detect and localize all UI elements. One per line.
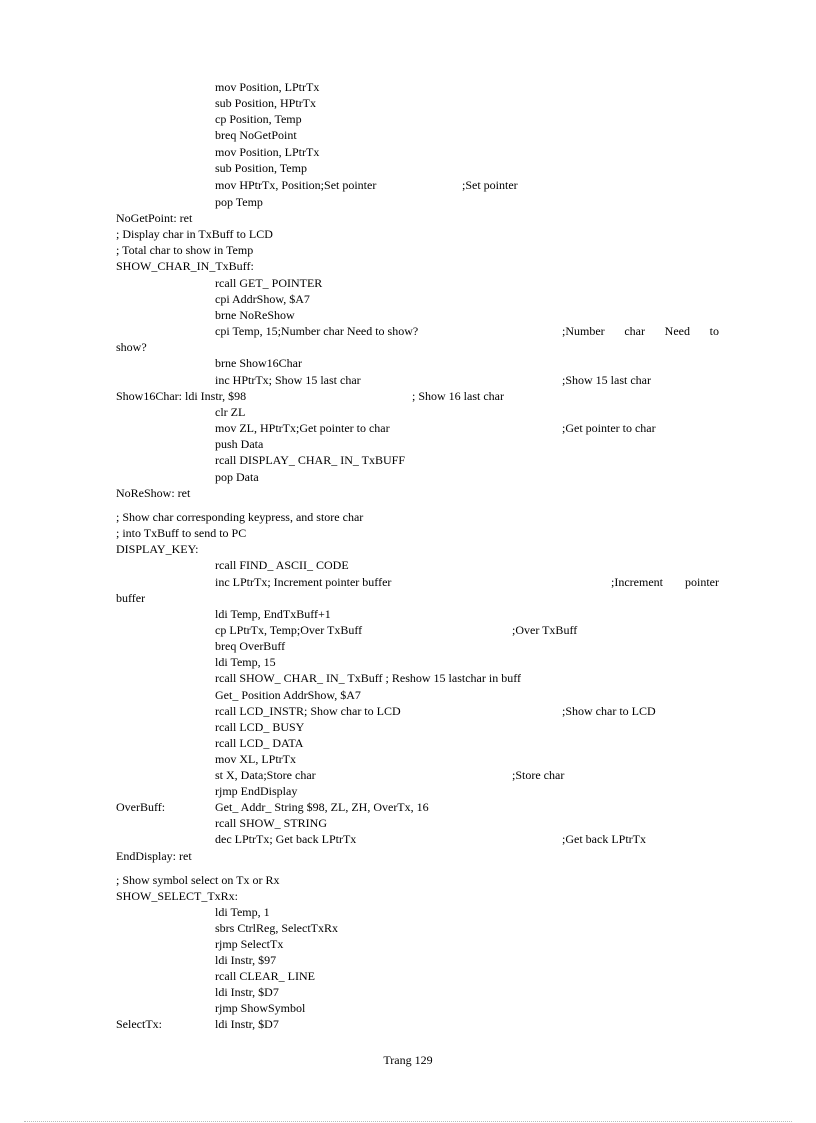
code-line: rcall CLEAR_ LINE	[215, 969, 315, 983]
code-line: mov Position, LPtrTx	[215, 80, 320, 94]
code-line: ldi Instr, $97	[215, 953, 277, 967]
code-line: sub Position, Temp	[215, 161, 307, 175]
code-line: ldi Instr, $D7	[215, 985, 279, 999]
code-line: rcall FIND_ ASCII_ CODE	[215, 558, 349, 572]
code-line: rjmp ShowSymbol	[215, 1001, 306, 1015]
code-line: ldi Temp, 1	[215, 905, 270, 919]
code-line: Get_ Position AddrShow, $A7	[215, 688, 361, 702]
code-line: breq NoGetPoint	[215, 128, 297, 142]
code-line: rcall SHOW_ CHAR_ IN_ TxBuff ; Reshow 15 lastchar in buff	[215, 671, 521, 685]
code-comment: ; Show char corresponding keypress, and store char	[116, 510, 364, 524]
code-line: cp Position, Temp	[215, 112, 302, 126]
code-line: dec LPtrTx; Get back LPtrTx	[215, 832, 357, 846]
code-comment: ;Show char to LCD	[562, 704, 656, 718]
code-line: pop Temp	[215, 195, 263, 209]
code-line: pop Data	[215, 470, 259, 484]
comment-word: ;Number	[562, 324, 605, 338]
code-label: SHOW_SELECT_TxRx:	[116, 889, 238, 903]
comment-word: pointer	[685, 575, 719, 589]
code-label: NoReShow: ret	[116, 486, 191, 500]
code-line: ldi Temp, 15	[215, 655, 276, 669]
code-line: rjmp SelectTx	[215, 937, 284, 951]
code-line: mov HPtrTx, Position;Set pointer	[215, 178, 377, 192]
comment-word: ;Increment	[611, 575, 663, 589]
code-comment: ;Get back LPtrTx	[562, 832, 646, 846]
code-line: rcall LCD_INSTR; Show char to LCD	[215, 704, 401, 718]
code-comment: ;Set pointer	[462, 178, 518, 192]
comment-word: char	[624, 324, 645, 338]
code-label: SHOW_CHAR_IN_TxBuff:	[116, 259, 254, 273]
code-label: DISPLAY_KEY:	[116, 542, 199, 556]
code-line: clr ZL	[215, 405, 246, 419]
code-comment-wrap: show?	[116, 340, 147, 354]
code-label: NoGetPoint: ret	[116, 211, 193, 225]
code-line: Get_ Addr_ String $98, ZL, ZH, OverTx, 16	[215, 800, 429, 814]
code-line: sbrs CtrlReg, SelectTxRx	[215, 921, 338, 935]
code-line: ldi Temp, EndTxBuff+1	[215, 607, 331, 621]
code-line: inc HPtrTx; Show 15 last char	[215, 373, 361, 387]
code-comment-wrap: buffer	[116, 591, 146, 605]
code-line: rcall LCD_ DATA	[215, 736, 304, 750]
code-line: brne NoReShow	[215, 308, 295, 322]
code-line: mov Position, LPtrTx	[215, 145, 320, 159]
code-comment: ; Show symbol select on Tx or Rx	[116, 873, 280, 887]
comment-word: to	[709, 324, 719, 338]
code-line: mov XL, LPtrTx	[215, 752, 296, 766]
page-number: Trang 129	[383, 1053, 433, 1067]
code-line: cpi AddrShow, $A7	[215, 292, 310, 306]
code-label: SelectTx:	[116, 1017, 162, 1031]
code-comment: ; Total char to show in Temp	[116, 243, 254, 257]
code-line: sub Position, HPtrTx	[215, 96, 317, 110]
code-comment: ;Get pointer to char	[562, 421, 656, 435]
code-label: Show16Char: ldi Instr, $98	[116, 389, 247, 403]
code-line: inc LPtrTx; Increment pointer buffer	[215, 575, 392, 589]
code-comment: ;Over TxBuff	[512, 623, 578, 637]
code-comment: ; Show 16 last char	[412, 389, 504, 403]
code-line: cpi Temp, 15;Number char Need to show?	[215, 324, 419, 338]
code-line: push Data	[215, 437, 264, 451]
code-line: rcall SHOW_ STRING	[215, 816, 327, 830]
code-comment: ; Display char in TxBuff to LCD	[116, 227, 273, 241]
comment-word: Need	[664, 324, 690, 338]
code-label: EndDisplay: ret	[116, 849, 192, 863]
code-line: rcall DISPLAY_ CHAR_ IN_ TxBUFF	[215, 453, 406, 467]
code-line: rjmp EndDisplay	[215, 784, 298, 798]
code-comment: ; into TxBuff to send to PC	[116, 526, 247, 540]
code-line: mov ZL, HPtrTx;Get pointer to char	[215, 421, 390, 435]
code-comment-justified	[611, 575, 719, 589]
code-line: rcall LCD_ BUSY	[215, 720, 305, 734]
page-bottom-border	[24, 1121, 792, 1122]
code-line: cp LPtrTx, Temp;Over TxBuff	[215, 623, 363, 637]
code-line: ldi Instr, $D7	[215, 1017, 279, 1031]
code-comment-justified	[562, 324, 719, 338]
code-line: st X, Data;Store char	[215, 768, 316, 782]
code-comment: ;Store char	[512, 768, 565, 782]
code-line: rcall GET_ POINTER	[215, 276, 323, 290]
code-line: brne Show16Char	[215, 356, 302, 370]
code-comment: ;Show 15 last char	[562, 373, 651, 387]
code-label: OverBuff:	[116, 800, 166, 814]
code-line: breq OverBuff	[215, 639, 286, 653]
